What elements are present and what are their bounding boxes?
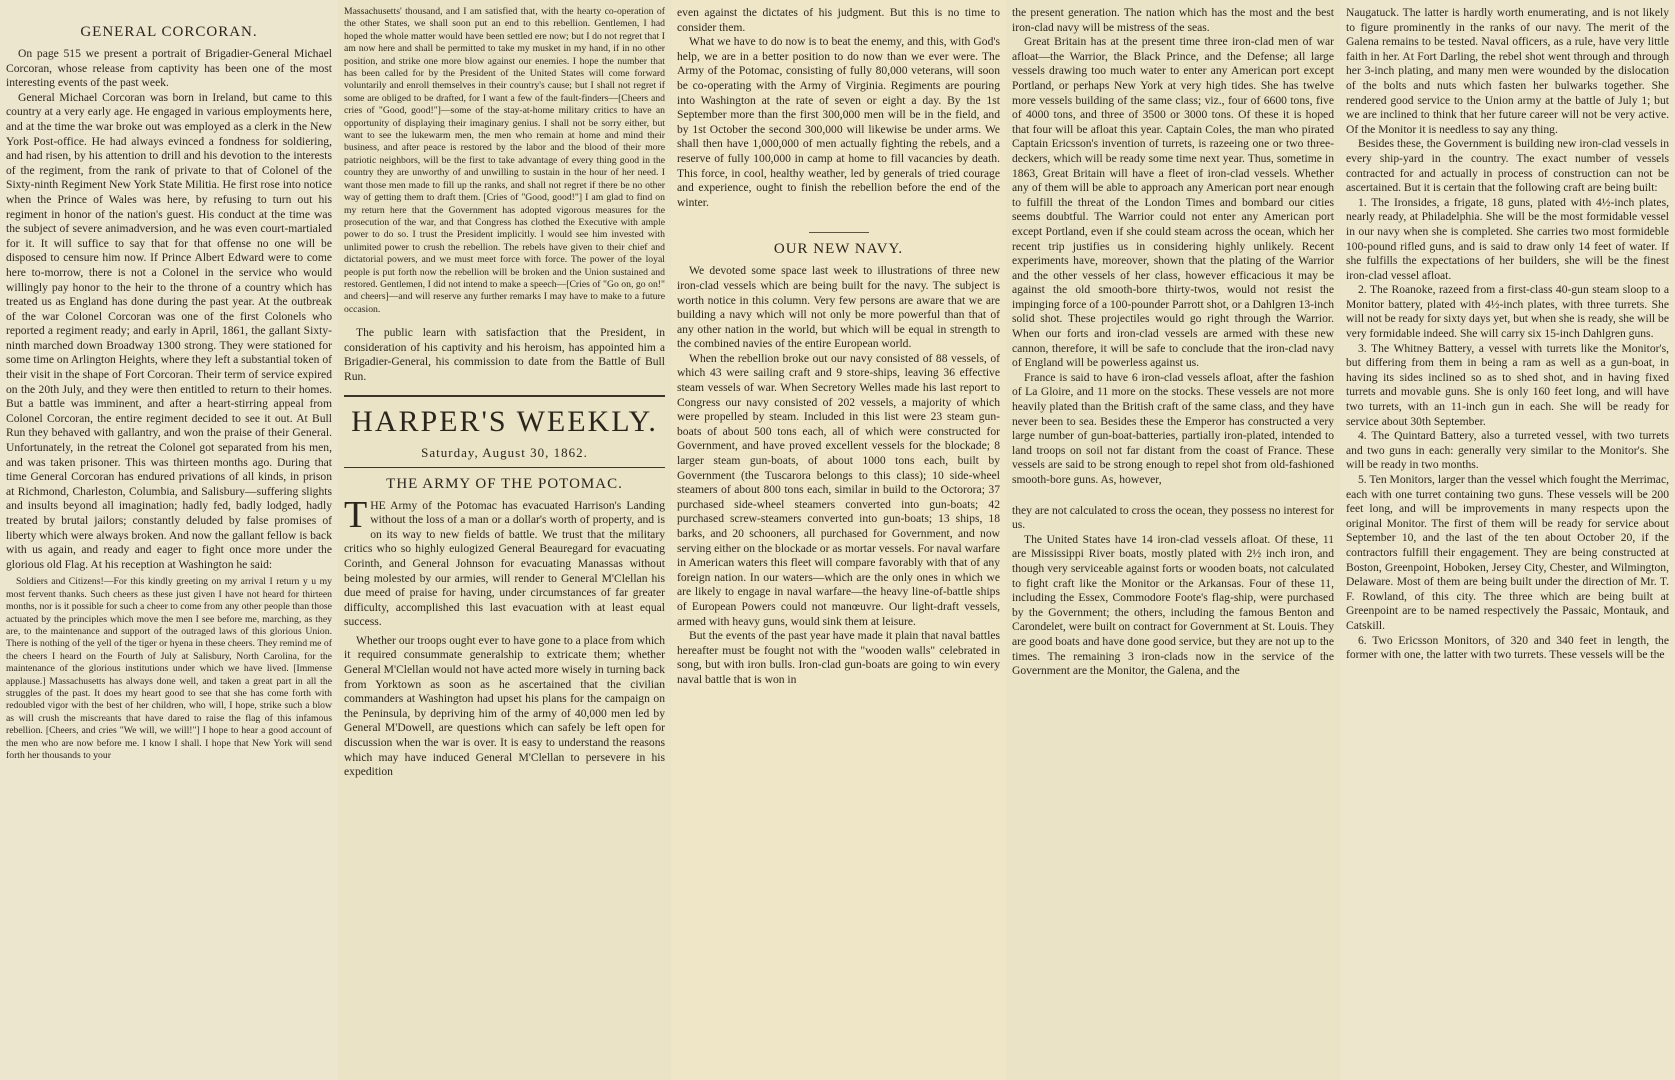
- column-3: [671, 0, 1006, 1080]
- construction-paragraph: Besides these, the Government is building new iron-clad vessels in every ship-yard in the country. The exact number of vessels contracted for and actually in process of construction can not be ascertained. But it is certain that the following craft are being built:: [1346, 137, 1669, 195]
- column-2: [338, 0, 671, 1080]
- france-continued: they are not calculated to cross the ocean, they possess no interest for us.: [1012, 503, 1334, 532]
- army-heading: THE ARMY OF THE POTOMAC.: [386, 475, 623, 492]
- galena-paragraph: Naugatuck. The latter is hardly worth enumerating, and is not likely to figure prominently in the ranks of our navy. The merit of the Galena remains to be tested. Naval officers, as a rule, have very little faith in her. At Fort Darling, the rebel shot went through and through her 3-inch plating, and many men were wounded by the dislocation of the bolts and nuts which fasten her bulwarks together. She rendered good service to the Union army at the battle of July 1; but we are inclined to think that her future career will not be very active. Of the Monitor it is needless to say any thing.: [1346, 6, 1669, 136]
- brigadier-appointment: The public learn with satisfaction that the President, in consideration of his captivity and his heroism, has appointed him a Brigadier-General, his commission to date from the Battle of Bull Run.: [344, 326, 665, 383]
- navy-paragraph-3: But the events of the past year have made it plain that naval battles hereafter must be fought not with the "wooden walls" celebrated in song, but with iron bulls. Iron-clad gun-boats are going to win every naval battle that is won in: [677, 629, 1000, 686]
- france-paragraph: France is said to have 6 iron-clad vessels afloat, after the fashion of La Gloire, and 11 more on the stocks. These vessels are not more heavily plated than the British craft of the same class, and they have never been to sea. Besides these the Emperor has constructed a very large number of gun-boat-batteries, partially iron-plated, intended to land troops on soil not far distant from the coast of France. These vessels are said to be strong enough to repel shot from old-fashioned smooth-bore guns. As, however,: [1012, 370, 1334, 486]
- vessel-item: 1. The Ironsides, a frigate, 18 guns, plated with 4½-inch plates, nearly ready, at Philadelphia. She will be the most formidable vessel in our navy when she is completed. She carries two most formideble 100-pound rifled guns, and is said to draw only 14 feet of water. If she fulfills the expectations of her builders, she will be the finest iron-clad vessel afloat.: [1346, 195, 1669, 282]
- vessel-item: 6. Two Ericsson Monitors, of 320 and 340 feet in length, the former with one, the latter with two turrets. These vessels will be the: [1346, 633, 1669, 662]
- corcoran-heading: GENERAL CORCORAN.: [80, 24, 258, 40]
- vessel-item: 2. The Roanoke, razeed from a first-class 40-gun steam sloop to a Monitor battery, plated with 4½-inch plates, with three turrets. She will not be ready for sixty days yet, but when she is ready, she will be very formidable indeed. She will carry six 15-inch Dahlgren guns.: [1346, 283, 1669, 341]
- masthead-title: HARPER'S WEEKLY.: [351, 404, 658, 438]
- section-divider: [809, 232, 869, 233]
- column-4: [1006, 0, 1340, 1080]
- army-paragraph-3: What we have to do now is to beat the enemy, and this, with God's help, we are in a better position to do now than we ever were. The Army of the Potomac, consisting of fully 80,000 veterans, will soon be co-operating with the Army of Virginia. Regiments are pouring into Washington at the rate of seven or eight a day. By the 1st September more than the first 300,000 men will be in the field, and by 1st October the second 300,000 will likewise be under arms. We shall then have 1,000,000 of men actually fighting the rebels, and a reserve of fully 100,000 in camp at home to fill vacancies by death. This force, in cool, healthy weather, led by generals of tried courage and experience, ought to finish the rebellion before the end of the winter.: [677, 35, 1000, 209]
- column-1: [0, 0, 338, 1080]
- vessel-item: 3. The Whitney Battery, a vessel with turrets like the Monitor's, but differing from them in being a ram as well as a gun-boat, in having its sides inclined so as to shed shot, and in having fixed turrets and movable guns. She is only 160 feet long, and will have two turrets, with an 11-inch gun in each. She will be ready for service about 30th September.: [1346, 341, 1669, 428]
- army-paragraph-2: Whether our troops ought ever to have gone to a place from which it required consummate generalship to extricate them; whether General M'Clellan would not have acted more wisely in turning back from Yorktown as soon as he ascertained that the civilian commanders at Washington had upset his plans for the campaign on the Peninsula, by depriving him of the army of 40,000 men led by General M'Dowell, are questions which can safely be left open for discussion when the war is over. It is easy to understand the reasons which may have induced General M'Clellan to persevere in his expedition: [344, 633, 665, 779]
- corcoran-intro: On page 515 we present a portrait of Brigadier-General Michael Corcoran, whose release from captivity has been one of the most interesting events of the past week.: [6, 47, 332, 90]
- navy-paragraph-1: We devoted some space last week to illustrations of three new iron-clad vessels which are being built for the navy. The subject is worth notice in this column. Very few persons are aware that we are building a navy which will not only be more powerful than that of any other nation in the world, but which will be equal in strength to the combined navies of the entire European world.: [677, 264, 1000, 351]
- army-body: [344, 493, 665, 630]
- corcoran-speech: Soldiers and Citizens!—For this kindly greeting on my arrival I return y u my most fervent thanks. Such cheers as these just given I have not heard for thirteen months, nor is it possible for such a cheer to come from any other people than those actuated by the principles which move the men I see before me, marching, as they are, to the maintenance and support of the outraged laws of this glorious Union. There is nothing of the yell of the tiger or hyena in these cheers. They remind me of the cheers I heard on the Fourth of July at Salisbury, North Carolina, for the maintenance of the glorious institutions under which we have lived. [Immense applause.] Massachusetts has always done well, and taken a great part in all the struggles of the past. It does my heart good to see that she has come forth with redoubled vigor with the best of her children, who will, I hope, strike such a blow as will crush the miscreants that have dared to raise the flag of this infamous rebellion. [Cheers, and cries "We will, we will!"] I hope to hear a good account of the men who are now before me. I know I shall. I hope that New York will send forth her thousands to your: [6, 576, 332, 762]
- issue-date: Saturday, August 30, 1862.: [421, 444, 588, 460]
- column-5: [1340, 0, 1675, 1080]
- navy-continued: the present generation. The nation which has the most and the best iron-clad navy will be mistress of the seas.: [1012, 6, 1334, 34]
- army-paragraph-1: HE Army of the Potomac has evacuated Harrison's Landing without the loss of a man or a dollar's worth of property, and is on its way to new fields of battle. We trust that the military critics who so highly eulogized General Beauregard for evacuating Corinth, and General Johnson for evacuating Manassas without being molested by our armies, will render to General M'Clellan his due meed of praise for having, under circumstances of far greater difficulty, accomplished this last evacuation with at least equal success.: [344, 498, 665, 629]
- great-britain-paragraph: Great Britain has at the present time three iron-clad men of war afloat—the Warrior, the Black Prince, and the Defense; all large vessels drawing too much water to enter any American port except Portland, or perhaps New York at very high tides. She has twelve more vessels building of the same class; viz., four of 6600 tons, five of 4000 tons, and three of 3500 or 3000 tons. Of these it is hoped that four will be afloat this year. Captain Coles, the man who pirated Captain Ericsson's invention of turrets, is razeeing one or two three-deckers, which will be ready some time next year. Thus, sometime in 1863, Great Britain will have a fleet of iron-clad vessels. Whether any of them will be able to approach any American port near enough to fulfill the threat of the London Times and bombard our cities seems doubtful. The Warrior could not enter any American port except Portland, even if she could steam across the ocean, which her recent trip justifies us in considering highly unlikely. Recent experiments have, moreover, shown that the plating of the Warrior and the other vessels of her class, however efficacious it may be against the old smooth-bore thirty-twos, would not resist the impinging force of a 100-pounder Parrott shot, or a Dahlgren 13-inch solid shot. These projectiles would go right through the Warrior. When our forts and iron-clad vessels are armed with these new cannon, therefore, it will be safe to conclude that the iron-clad navy of England will be powerless against us.: [1012, 35, 1334, 370]
- united-states-paragraph: The United States have 14 iron-clad vessels afloat. Of these, 11 are Mississippi River boats, mostly plated with 2½ inch iron, and though very serviceable against forts or wooden boats, not calculated to fight craft like the Monitor or the Arkansas. Four of these 11, including the Essex, Commodore Foote's flag-ship, were purchased by the Government; the others, including the famous Benton and Carondelet, were built on contract for Government at St. Louis. They are good boats and have done good service, but they are not up to the times. The remaining 3 iron-clads now in the service of the Government are the Monitor, the Galena, and the: [1012, 532, 1334, 678]
- masthead-block: [344, 395, 665, 468]
- army-continued: even against the dictates of his judgment. But this is no time to consider them.: [677, 6, 1000, 34]
- navy-heading: OUR NEW NAVY.: [773, 241, 904, 258]
- navy-paragraph-2: When the rebellion broke out our navy consisted of 88 vessels, of which 43 were sailing craft and 9 store-ships, leaving 36 effective steam vessels of war. When Secretory Welles made his last report to Congress our navy consisted of 202 vessels, a majority of which were propelled by steam. Included in this list were 23 steam gun-boats of about 500 tons each, all of which were constructed for Government, and have proved excellent vessels for the blockade; 8 larger steam gun-boats, of about 1000 tons each, built by Government (the Tuscarora belongs to this class); 10 side-wheel steamers of about 800 tons each, similar in build to the Octorora; 37 purchased side-wheel steamers converted into gun-boats; 42 purchased screw-steamers converted into gun-boats; 13 ships, 18 barks, and 20 schooners, all purchased for Government, and now serving either on the blockade or as mortar vessels. For naval warfare in American waters this fleet will compare favorably with that of any foreign nation. In our waters—which are the only ones in which we are likely to engage in naval warfare—the heavy line-of-battle ships of European Powers could not manœuvre. Our light-draft vessels, armed with heavy guns, would sink them at leisure.: [677, 351, 1000, 628]
- vessel-item: 5. Ten Monitors, larger than the vessel which fought the Merrimac, each with one turret containing two guns. These vessels will be 200 feet long, and will be improvements in many respects upon the original Monitor. The first of them will be ready for service about September 10, and the last of the ten about October 20, if the contractors fulfill their engagement. They are being constructed at Boston, Greenpoint, Hoboken, Jersey City, Chester, and Wilmington, Delaware. Most of them are being built under the direction of Mr. T. F. Rowland, of this city. The three which are being built at Greenpoint are to be named respectively the Passaic, Montauk, and Catskill.: [1346, 473, 1669, 632]
- corcoran-biography: General Michael Corcoran was born in Ireland, but came to this country at a very early age. He engaged in various employments here, and at the time the war broke out was employed as a clerk in the New York Post-office. He had always evinced a fondness for soldiering, and had risen, by his attention to drill and his devotion to the interests of the regiment, from the rank of private to that of Colonel of the Sixty-ninth Regiment New York State Militia. He first rose into notice when the Prince of Wales was here, by refusing to turn out his regiment in honor of the nation's guest. His conduct at the time was the subject of severe animadversion, and he was even court-martialed for it. It will suffice to say that for that offense no one will be disposed to censure him now. If Prince Albert Edward were to come here to-morrow, there is not a Colonel in the service who would willingly pay honor to the heir to the throne of a country which has treated us as England has done during the past year. At the outbreak of the war Colonel Corcoran was one of the first Colonels who reported a regiment ready; and early in April, 1861, the gallant Sixty-ninth marched down Broadway 1300 strong. They were stationed for some time on Arlington Heights, where they left a substantial token of their visit in the shape of Fort Corcoran. Their term of service expired on the 20th July, and they were then entitled to return to their homes. But a battle was imminent, and after a heart-stirring appeal from Colonel Corcoran, the entire regiment decided to see it out. At Bull Run they behaved with gallantry, and won the praise of their General. Unfortunately, in the retreat the Colonel got separated from his men, and was taken prisoner. This was thirteen months ago. During that time General Corcoran has endured privations of all kinds, in prison at Richmond, Charleston, Columbia, and Salisbury—suffering slights and insults beyond all imagination; hadly fed, badly lodged, hadly treated by brutal jailors; constantly deluded by false promises of liberty which were always broken. And now the gallant fellow is back with us again, and ready and eager to fight once more under the glorious old Flag. At his reception at Washington he said:: [6, 90, 332, 571]
- drop-cap: T: [344, 493, 368, 536]
- speech-continued: Massachusetts' thousand, and I am satisfied that, with the hearty co-operation of the other States, we shall soon put an end to this rebellion. Gentlemen, I had hoped the whole matter would have been settled ere now; but I do not regret that I am now here and shall be permitted to take my musket in my hand, if in no other position, and strike one more blow against our enemies. I hope the number that has been called for by the President of the United States will come forward voluntarily and enroll themselves in their country's cause; but I shall not regret if some are obliged to be drafted, for I want a few of the fault-finders—[Cheers and cries of "Good, good!"]—some of the stay-at-home military critics to have an opportunity of displaying their imaginary genius. I shall not be sorry either, but want to see the lukewarm men, the men who remain at home and mind their business, and after peace is restored by the labor and the blood of their more patriotic neighbors, will be the first to take advantage of every thing good in the country they are unworthy of and unwilling to sustain in the hour of her need. I want those men made to fill up the ranks, and shall not regret if there be no other way of getting them to draft them. [Cries of "Good, good!"] I am glad to find on my return here that the Government has adopted vigorous measures for the prosecution of the war, and that Congress has clothed the Executive with ample power to do so. I trust the President implicitly. I would see him invested with unlimited power to crush the rebellion. The rebels have given to their chief and dictatorial powers, and we must meet force with force. The power of the loyal people is put forth now the rebellion will be broken and the Union sustained and restored. Gentlemen, I did not intend to make a speech—[Cries of "Go on, go on!" and cheers]—and will reserve any further remarks I may have to make to a future occasion.: [344, 6, 665, 315]
- vessel-item: 4. The Quintard Battery, also a turreted vessel, with two turrets and two guns in each: generally very similar to the Monitor's. She will be ready in two months.: [1346, 429, 1669, 472]
